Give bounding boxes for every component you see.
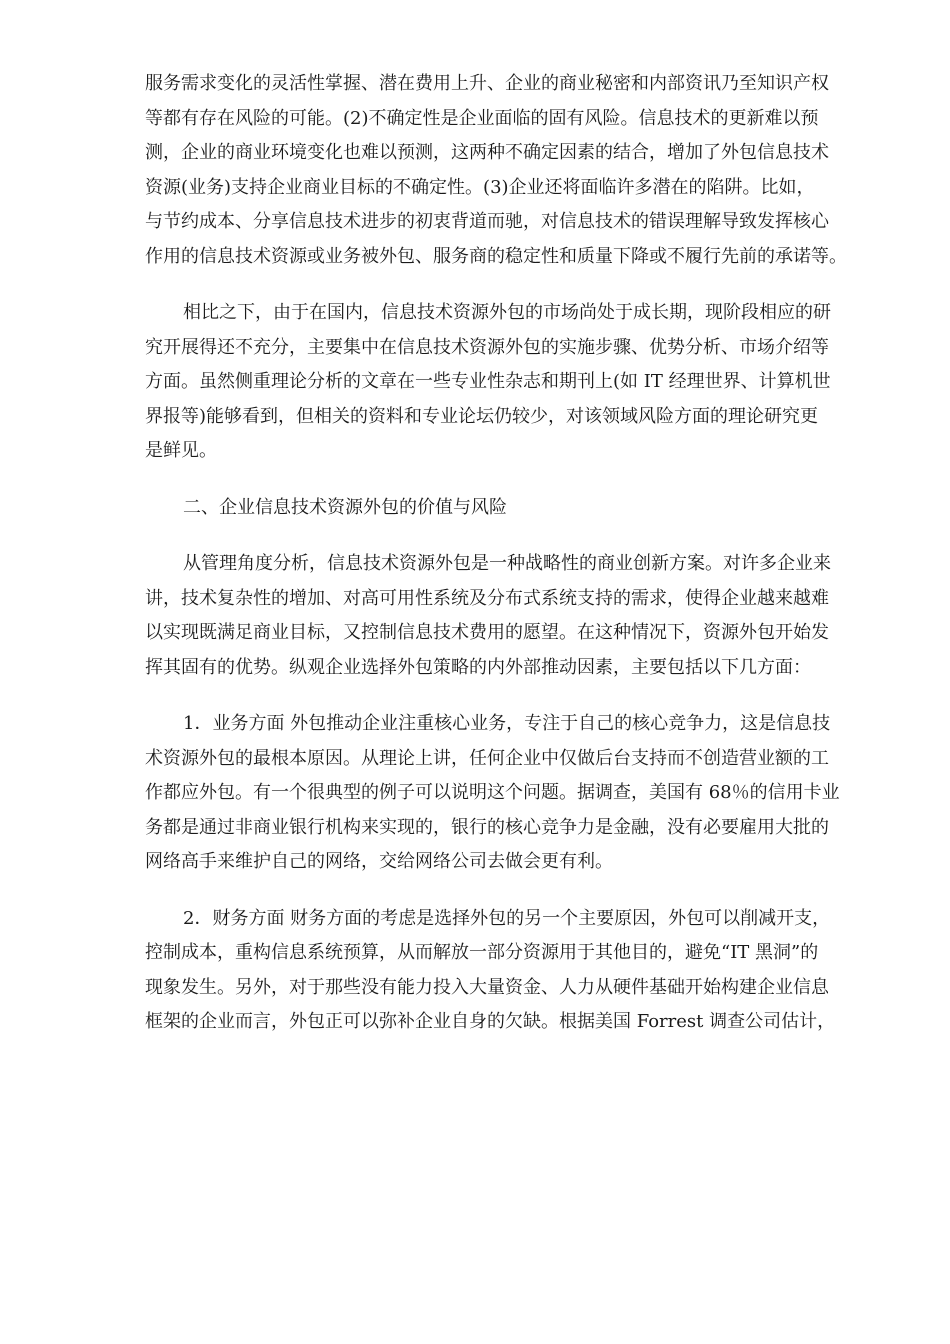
text-line: 讲，技术复杂性的增加、对高可用性系统及分布式系统支持的需求，使得企业越来越难 — [145, 587, 829, 609]
text-line: 2．财务方面 财务方面的考虑是选择外包的另一个主要原因，外包可以削减开支， — [183, 907, 831, 929]
text-line: 测，企业的商业环境变化也难以预测，这两种不确定因素的结合，增加了外包信息技术 — [145, 142, 829, 163]
section-heading — [145, 491, 885, 526]
text-line: 网络高手来维护自己的网络，交给网络公司去做会更有利。 — [145, 851, 613, 872]
paragraph-financial-aspect — [145, 902, 885, 1040]
paragraph-spacer — [145, 880, 885, 902]
paragraph-spacer — [145, 469, 885, 491]
paragraph-business-aspect — [145, 707, 885, 880]
text-line: 术资源外包的最根本原因。从理论上讲，任何企业中仅做后台支持而不创造营业额的工 — [145, 747, 829, 769]
text-line: 1．业务方面 外包推动企业注重核心业务，专注于自己的核心竞争力，这是信息技 — [183, 713, 831, 734]
text-line: 现象发生。另外，对于那些没有能力投入大量资金、人力从硬件基础开始构建企业信息 — [145, 976, 829, 998]
document-body — [145, 67, 885, 1040]
text-line: 服务需求变化的灵活性掌握、潜在费用上升、企业的商业秘密和内部资讯乃至知识产权 — [145, 73, 829, 94]
text-line: 资源(业务)支持企业商业目标的不确定性。(3)企业还将面临许多潜在的陷阱。比如， — [145, 176, 815, 198]
text-line: 控制成本，重构信息系统预算，从而解放一部分资源用于其他目的，避免“IT 黑洞”的 — [145, 942, 819, 963]
text-line: 是鲜见。 — [145, 440, 217, 461]
text-line: 务都是通过非商业银行机构来实现的，银行的核心竞争力是金融，没有必要雇用大批的 — [145, 816, 829, 838]
text-line: 从管理角度分析，信息技术资源外包是一种战略性的商业创新方案。对许多企业来 — [183, 553, 831, 574]
text-line: 挥其固有的优势。纵观企业选择外包策略的内外部推动因素，主要包括以下几方面： — [145, 656, 811, 678]
text-line: 作都应外包。有一个很典型的例子可以说明这个问题。据调查，美国有 68％的信用卡业 — [145, 782, 840, 803]
text-line: 作用的信息技术资源或业务被外包、服务商的稳定性和质量下降或不履行先前的承诺等。 — [145, 245, 847, 267]
paragraph-risk-continued — [145, 67, 885, 274]
section-heading-text: 二、企业信息技术资源外包的价值与风险 — [183, 496, 507, 518]
text-line: 框架的企业而言，外包正可以弥补企业自身的欠缺。根据美国 Forrest 调查公司估计， — [145, 1011, 836, 1032]
text-line: 相比之下，由于在国内，信息技术资源外包的市场尚处于成长期，现阶段相应的研 — [183, 302, 831, 323]
paragraph-spacer — [145, 685, 885, 707]
paragraph-domestic-research — [145, 296, 885, 469]
text-line: 等都有存在风险的可能。(2)不确定性是企业面临的固有风险。信息技术的更新难以预 — [145, 107, 819, 129]
paragraph-spacer — [145, 525, 885, 547]
paragraph-management-analysis — [145, 547, 885, 685]
text-line: 究开展得还不充分，主要集中在信息技术资源外包的实施步骤、优势分析、市场介绍等 — [145, 336, 829, 358]
text-line: 界报等)能够看到，但相关的资料和专业论坛仍较少，对该领域风险方面的理论研究更 — [145, 405, 819, 427]
paragraph-spacer — [145, 274, 885, 296]
text-line: 以实现既满足商业目标，又控制信息技术费用的愿望。在这种情况下，资源外包开始发 — [145, 622, 829, 643]
text-line: 方面。虽然侧重理论分析的文章在一些专业性杂志和期刊上(如 IT 经理世界、计算机世 — [145, 371, 831, 392]
text-line: 与节约成本、分享信息技术进步的初衷背道而驰，对信息技术的错误理解导致发挥核心 — [145, 211, 829, 232]
